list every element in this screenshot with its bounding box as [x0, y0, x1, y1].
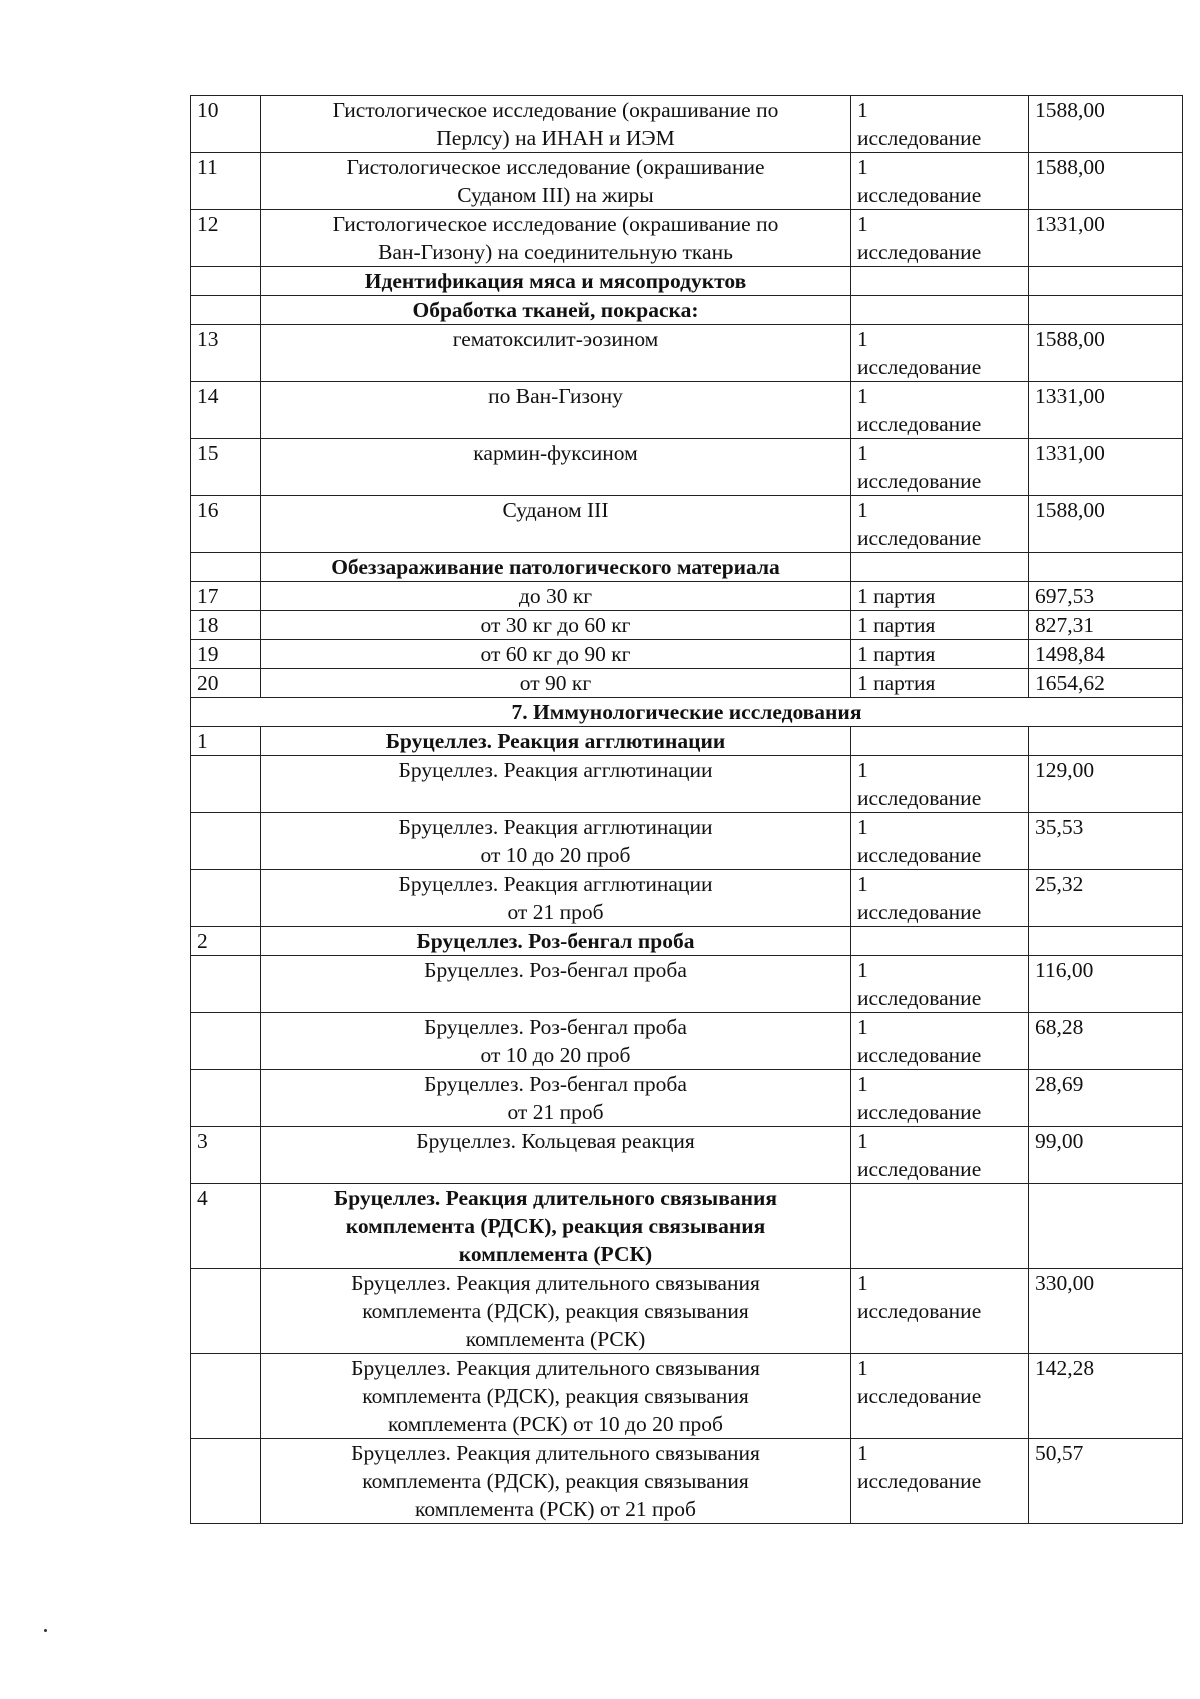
unit-line: исследование [857, 1157, 982, 1181]
service-name [261, 956, 851, 1013]
row-number: 16 [191, 496, 261, 553]
row-number [191, 956, 261, 1013]
service-name [261, 210, 851, 267]
service-name-line: Идентификация мяса и мясопродуктов [364, 269, 747, 293]
price-value: 1588,00 [1029, 96, 1183, 153]
unit-of-measure [851, 96, 1029, 153]
price-value: 1498,84 [1029, 640, 1183, 669]
service-name [261, 325, 851, 382]
service-name [261, 1013, 851, 1070]
unit-line: 1 [857, 1356, 868, 1380]
table-row [191, 382, 1183, 439]
row-number: 12 [191, 210, 261, 267]
price-value: 25,32 [1029, 870, 1183, 927]
service-name-line: Гистологическое исследование (окрашивание по [332, 212, 779, 236]
service-name-line: Обеззараживание патологического материала [331, 555, 780, 579]
unit-of-measure [851, 267, 1029, 296]
row-number [191, 553, 261, 582]
unit-line: 1 [857, 872, 868, 896]
unit-of-measure [851, 1127, 1029, 1184]
table-row [191, 1439, 1183, 1524]
unit-line: исследование [857, 1043, 982, 1067]
row-number: 13 [191, 325, 261, 382]
unit-line: исследование [857, 469, 982, 493]
service-name-line: Бруцеллез. Реакция агглютинации [398, 815, 713, 839]
row-number: 20 [191, 669, 261, 698]
group-header-row [191, 553, 1183, 582]
service-name [261, 756, 851, 813]
group-header-row [191, 727, 1183, 756]
unit-line: исследование [857, 126, 982, 150]
table-row [191, 669, 1183, 698]
row-number [191, 267, 261, 296]
service-name-line: от 10 до 20 проб [480, 843, 631, 867]
service-name-line: Перлсу) на ИНАН и ИЭМ [436, 126, 675, 150]
unit-of-measure [851, 1269, 1029, 1354]
price-value: 330,00 [1029, 1269, 1183, 1354]
price-value: 142,28 [1029, 1354, 1183, 1439]
service-name-line: комплемента (РСК) от 21 проб [415, 1497, 696, 1521]
service-name [261, 813, 851, 870]
unit-line: исследование [857, 1384, 982, 1408]
group-title [261, 267, 851, 296]
service-name-line: Бруцеллез. Роз-бенгал проба [424, 1072, 687, 1096]
price-value: 1331,00 [1029, 439, 1183, 496]
price-value [1029, 553, 1183, 582]
unit-of-measure [851, 927, 1029, 956]
group-header-row [191, 1184, 1183, 1269]
row-number: 14 [191, 382, 261, 439]
unit-of-measure [851, 611, 1029, 640]
unit-of-measure [851, 325, 1029, 382]
row-number: 18 [191, 611, 261, 640]
service-name-line: Бруцеллез. Реакция агглютинации [398, 872, 713, 896]
unit-line: 1 [857, 1441, 868, 1465]
row-number: 4 [191, 1184, 261, 1269]
unit-line: 1 [857, 758, 868, 782]
service-name-line: комплемента (РСК) [458, 1242, 653, 1266]
unit-line: исследование [857, 986, 982, 1010]
unit-line: 1 [857, 327, 868, 351]
price-value: 50,57 [1029, 1439, 1183, 1524]
service-name [261, 870, 851, 927]
unit-line: 1 [857, 498, 868, 522]
row-number [191, 1269, 261, 1354]
price-value: 68,28 [1029, 1013, 1183, 1070]
unit-of-measure [851, 669, 1029, 698]
row-number: 3 [191, 1127, 261, 1184]
service-name [261, 1354, 851, 1439]
row-number [191, 1439, 261, 1524]
unit-line: 1 [857, 384, 868, 408]
scan-speck [44, 1629, 47, 1632]
price-value: 697,53 [1029, 582, 1183, 611]
unit-of-measure [851, 553, 1029, 582]
service-name-line: Бруцеллез. Реакция длительного связывания [351, 1441, 760, 1465]
service-name-line: Бруцеллез. Кольцевая реакция [416, 1129, 695, 1153]
unit-of-measure [851, 1354, 1029, 1439]
service-name [261, 96, 851, 153]
unit-line: 1 [857, 958, 868, 982]
unit-of-measure [851, 296, 1029, 325]
row-number [191, 756, 261, 813]
unit-of-measure [851, 1184, 1029, 1269]
group-title [261, 296, 851, 325]
unit-line: 1 [857, 1015, 868, 1039]
unit-line: исследование [857, 1100, 982, 1124]
group-title [261, 553, 851, 582]
unit-line: 1 партия [857, 584, 936, 608]
unit-of-measure [851, 496, 1029, 553]
service-name-line: Гистологическое исследование (окрашивание [346, 155, 765, 179]
service-name [261, 439, 851, 496]
service-name-line: гематоксилит-эозином [452, 327, 659, 351]
service-name-line: Бруцеллез. Реакция длительного связывания [351, 1356, 760, 1380]
price-value: 827,31 [1029, 611, 1183, 640]
service-name-line: комплемента (РСК) от 10 до 20 проб [388, 1412, 723, 1436]
unit-line: исследование [857, 355, 982, 379]
price-value: 1588,00 [1029, 153, 1183, 210]
unit-line: 1 [857, 815, 868, 839]
service-name-line: Суданом III) на жиры [457, 183, 654, 207]
service-name-line: Бруцеллез. Реакция длительного связывания [334, 1186, 777, 1210]
service-name-line: Суданом III [502, 498, 609, 522]
table-row [191, 1127, 1183, 1184]
unit-line: 1 партия [857, 642, 936, 666]
service-name-line: от 90 кг [519, 671, 592, 695]
unit-of-measure [851, 1439, 1029, 1524]
unit-of-measure [851, 727, 1029, 756]
service-name-line: Ван-Гизону) на соединительную ткань [378, 240, 733, 264]
service-name [261, 582, 851, 611]
group-header-row [191, 927, 1183, 956]
price-value: 1588,00 [1029, 325, 1183, 382]
service-name-line: Бруцеллез. Роз-бенгал проба [424, 1015, 687, 1039]
row-number: 19 [191, 640, 261, 669]
unit-line: 1 партия [857, 613, 936, 637]
service-name [261, 611, 851, 640]
service-name-line: Бруцеллез. Реакция агглютинации [398, 758, 713, 782]
table-row [191, 813, 1183, 870]
unit-line: исследование [857, 843, 982, 867]
unit-line: 1 [857, 1072, 868, 1096]
unit-of-measure [851, 210, 1029, 267]
row-number [191, 870, 261, 927]
row-number [191, 1354, 261, 1439]
service-name-line: комплемента (РДСК), реакция связывания [362, 1469, 749, 1493]
service-name-line: Бруцеллез. Реакция агглютинации [385, 729, 726, 753]
table-row [191, 153, 1183, 210]
unit-line: исследование [857, 240, 982, 264]
service-name-line: комплемента (РДСК), реакция связывания [362, 1299, 749, 1323]
service-name [261, 1070, 851, 1127]
service-name [261, 1269, 851, 1354]
service-name-line: Бруцеллез. Роз-бенгал проба [416, 929, 695, 953]
table-row [191, 870, 1183, 927]
service-name-line: от 10 до 20 проб [480, 1043, 631, 1067]
price-value: 28,69 [1029, 1070, 1183, 1127]
unit-of-measure [851, 640, 1029, 669]
unit-line: 1 [857, 155, 868, 179]
row-number [191, 1070, 261, 1127]
table-row [191, 582, 1183, 611]
unit-of-measure [851, 153, 1029, 210]
table-row [191, 956, 1183, 1013]
price-table [190, 95, 1183, 1524]
row-number [191, 1013, 261, 1070]
group-title [261, 1184, 851, 1269]
service-name [261, 1127, 851, 1184]
table-row [191, 210, 1183, 267]
price-table-body [191, 96, 1183, 1524]
service-name-line: от 60 кг до 90 кг [480, 642, 631, 666]
price-value [1029, 296, 1183, 325]
price-value: 1588,00 [1029, 496, 1183, 553]
price-value: 1331,00 [1029, 382, 1183, 439]
unit-of-measure [851, 870, 1029, 927]
service-name-line: от 21 проб [507, 1100, 604, 1124]
unit-line: исследование [857, 786, 982, 810]
unit-line: исследование [857, 1299, 982, 1323]
unit-line: исследование [857, 1469, 982, 1493]
service-name-line: Бруцеллез. Реакция длительного связывания [351, 1271, 760, 1295]
service-name-line: по Ван-Гизону [488, 384, 623, 408]
price-value: 1331,00 [1029, 210, 1183, 267]
row-number: 11 [191, 153, 261, 210]
row-number: 10 [191, 96, 261, 153]
service-name-line: от 30 кг до 60 кг [480, 613, 631, 637]
section-title: 7. Иммунологические исследования [191, 698, 1183, 727]
group-header-row [191, 267, 1183, 296]
table-row [191, 325, 1183, 382]
price-value: 116,00 [1029, 956, 1183, 1013]
unit-line: 1 [857, 1271, 868, 1295]
service-name-line: Гистологическое исследование (окрашивание по [332, 98, 779, 122]
table-row [191, 1013, 1183, 1070]
service-name [261, 496, 851, 553]
service-name-line: до 30 кг [518, 584, 593, 608]
unit-line: 1 партия [857, 671, 936, 695]
table-row [191, 1354, 1183, 1439]
row-number [191, 296, 261, 325]
price-value: 1654,62 [1029, 669, 1183, 698]
table-row [191, 640, 1183, 669]
service-name [261, 153, 851, 210]
table-row [191, 496, 1183, 553]
unit-of-measure [851, 756, 1029, 813]
row-number: 17 [191, 582, 261, 611]
group-title [261, 727, 851, 756]
row-number: 15 [191, 439, 261, 496]
unit-line: 1 [857, 98, 868, 122]
unit-of-measure [851, 382, 1029, 439]
service-name [261, 669, 851, 698]
service-name [261, 382, 851, 439]
service-name [261, 640, 851, 669]
service-name [261, 1439, 851, 1524]
unit-of-measure [851, 582, 1029, 611]
service-name-line: комплемента (РСК) [465, 1327, 646, 1351]
price-value: 129,00 [1029, 756, 1183, 813]
service-name-line: от 21 проб [507, 900, 604, 924]
group-header-row [191, 296, 1183, 325]
price-value [1029, 727, 1183, 756]
unit-line: исследование [857, 183, 982, 207]
table-row [191, 611, 1183, 640]
unit-line: 1 [857, 1129, 868, 1153]
service-name-line: Обработка тканей, покраска: [412, 298, 699, 322]
unit-of-measure [851, 439, 1029, 496]
price-value [1029, 267, 1183, 296]
unit-of-measure [851, 813, 1029, 870]
unit-line: 1 [857, 212, 868, 236]
unit-of-measure [851, 1013, 1029, 1070]
unit-line: исследование [857, 412, 982, 436]
row-number [191, 813, 261, 870]
table-row [191, 96, 1183, 153]
group-title [261, 927, 851, 956]
table-row [191, 756, 1183, 813]
unit-line: исследование [857, 526, 982, 550]
row-number: 2 [191, 927, 261, 956]
section-row [191, 698, 1183, 727]
service-name-line: комплемента (РДСК), реакция связывания [362, 1384, 749, 1408]
table-row [191, 1070, 1183, 1127]
service-name-line: комплемента (РДСК), реакция связывания [345, 1214, 766, 1238]
price-value [1029, 927, 1183, 956]
table-row [191, 439, 1183, 496]
service-name-line: кармин-фуксином [473, 441, 638, 465]
unit-of-measure [851, 956, 1029, 1013]
unit-of-measure [851, 1070, 1029, 1127]
unit-line: 1 [857, 441, 868, 465]
price-value: 35,53 [1029, 813, 1183, 870]
unit-line: исследование [857, 900, 982, 924]
price-value [1029, 1184, 1183, 1269]
table-row [191, 1269, 1183, 1354]
price-value: 99,00 [1029, 1127, 1183, 1184]
service-name-line: Бруцеллез. Роз-бенгал проба [424, 958, 687, 982]
row-number: 1 [191, 727, 261, 756]
